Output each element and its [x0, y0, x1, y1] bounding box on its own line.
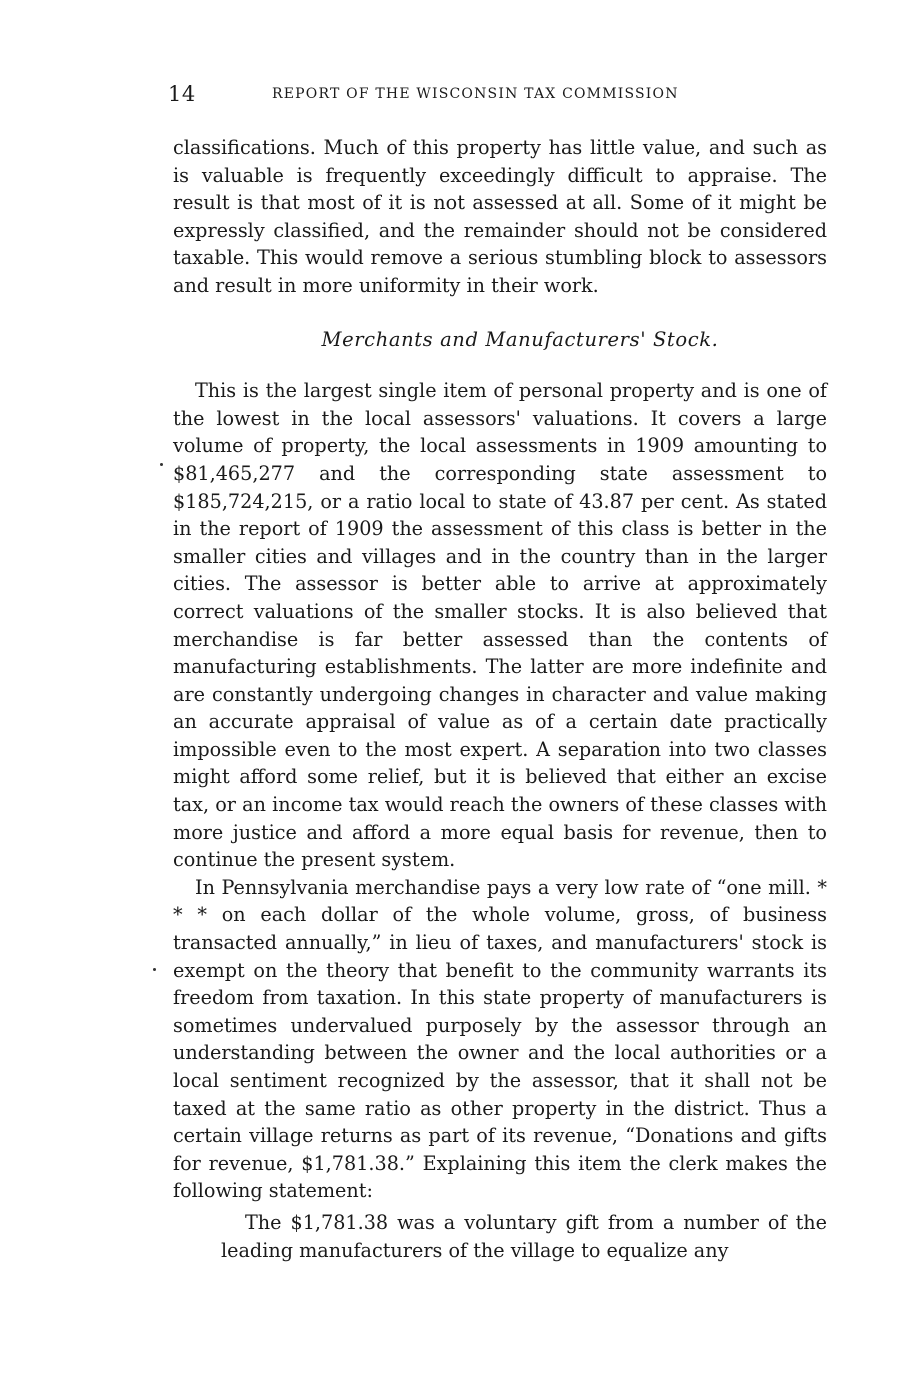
paragraph-continued: classifications. Much of this property has little value, and such as is valuable is frequently exceedingly difficult to appraise. The result is that most of it is not assessed at all. Some of it might be expressly classified, and the remainder should not be considered taxable. This would remove a serious stumbling block to assessors and result in more uniformity in their work. [173, 136, 827, 297]
scan-speck [160, 463, 163, 466]
body-text [173, 134, 827, 1264]
block-quote: The $1,781.38 was a voluntary gift from a number of the leading manufacturers of the village to equalize any [221, 1210, 827, 1262]
page-header [168, 80, 828, 112]
scan-speck [153, 968, 156, 971]
paragraph: In Pennsylvania merchandise pays a very low rate of “one mill. * * * on each dollar of the whole volume, gross, of business transacted annually,” in lieu of taxes, and manufacturers' stock is exempt on the theory that benefit to the community warrants its freedom from taxation. In this state property of manufacturers is sometimes undervalued purposely by the assessor through an understanding between the owner and the local authorities or a local sentiment recognized by the assessor, that it shall not be taxed at the same ratio as other property in the district. Thus a certain village returns as part of its revenue, “Donations and gifts for revenue, $1,781.38.” Explaining this item the clerk makes the following statement: [173, 875, 827, 1203]
section-heading: Merchants and Manufacturers' Stock. [321, 327, 719, 351]
page-number: 14 [168, 82, 196, 106]
running-head: REPORT OF THE WISCONSIN TAX COMMISSION [272, 86, 679, 102]
paragraph: This is the largest single item of personal property and is one of the lowest in the local assessors' valuations. It covers a large volume of property, the local assessments in 1909 amounting to $81,465,277 and the corresponding state assessment to $185,724,215, or a ratio local to state of 43.87 per cent. As stated in the report of 1909 the assessment of this class is better in the smaller cities and villages and in the country than in the larger cities. The assessor is better able to arrive at approximately correct valuations of the smaller stocks. It is also believed that merchandise is far better assessed than the contents of manufacturing establishments. The latter are more indefinite and are constantly undergoing changes in character and value making an accurate appraisal of value as of a certain date practically impossible even to the most expert. A separation into two classes might afford some relief, but it is believed that either an excise tax, or an income tax would reach the owners of these classes with more justice and afford a more equal basis for revenue, then to continue the present system. [173, 379, 827, 872]
